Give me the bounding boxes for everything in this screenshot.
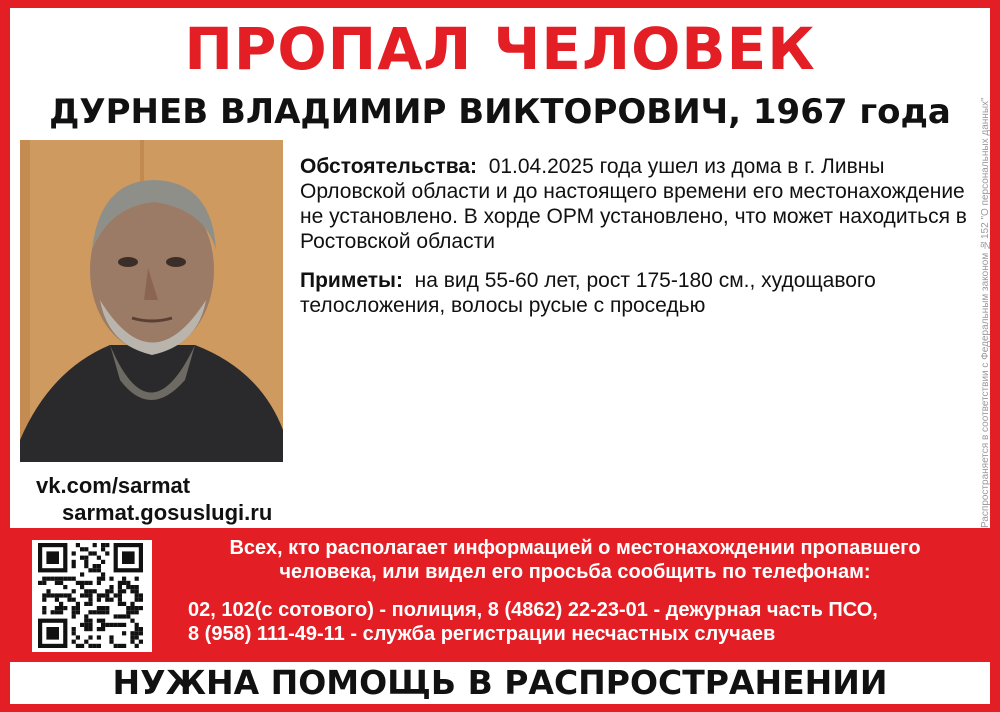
vk-link[interactable]: vk.com/sarmat: [36, 473, 191, 498]
phone-list: [188, 598, 988, 646]
appeal-text: Всех, кто располагает информацией о местонахождении пропавшего человека, или видел его просьба сообщить по телефонам:: [229, 537, 921, 583]
circumstances-text: 01.04.2025 года ушел из дома в г. Ливны Орловской области и до настоящего времени его местонахождение не установлено. В хорде ОРМ установлено, что может находиться в Ростовской области: [300, 155, 967, 253]
contact-links: [36, 472, 272, 526]
site-link[interactable]: sarmat.gosuslugi.ru: [62, 500, 273, 525]
features: [300, 268, 970, 318]
features-text: на вид 55-60 лет, рост 175-180 см., худощавого телосложения, волосы русые с проседью: [300, 269, 876, 317]
poster-title: ПРОПАЛ ЧЕЛОВЕК: [184, 15, 816, 83]
phones-line-1: 02, 102(с сотового) - полиция, 8 (4862) 22-23-01 - дежурная часть ПСО,: [188, 599, 878, 621]
circumstances-label: Обстоятельства:: [300, 155, 478, 178]
legal-side-note: Распространяется в соответствии с Федеральным законом №152 "О персональных данных": [980, 97, 991, 528]
help-banner: НУЖНА ПОМОЩЬ В РАСПРОСТРАНЕНИИ: [10, 662, 990, 704]
qr-code-icon[interactable]: [32, 540, 152, 652]
phones-line-2: 8 (958) 111-49-11 - служба регистрации несчастных случаев: [188, 623, 776, 645]
person-name: ДУРНЕВ ВЛАДИМИР ВИКТОРОВИЧ, 1967 года: [49, 92, 951, 132]
features-label: Приметы:: [300, 269, 403, 292]
person-photo: [20, 140, 283, 462]
details-block: [300, 154, 970, 332]
circumstances: [300, 154, 970, 254]
